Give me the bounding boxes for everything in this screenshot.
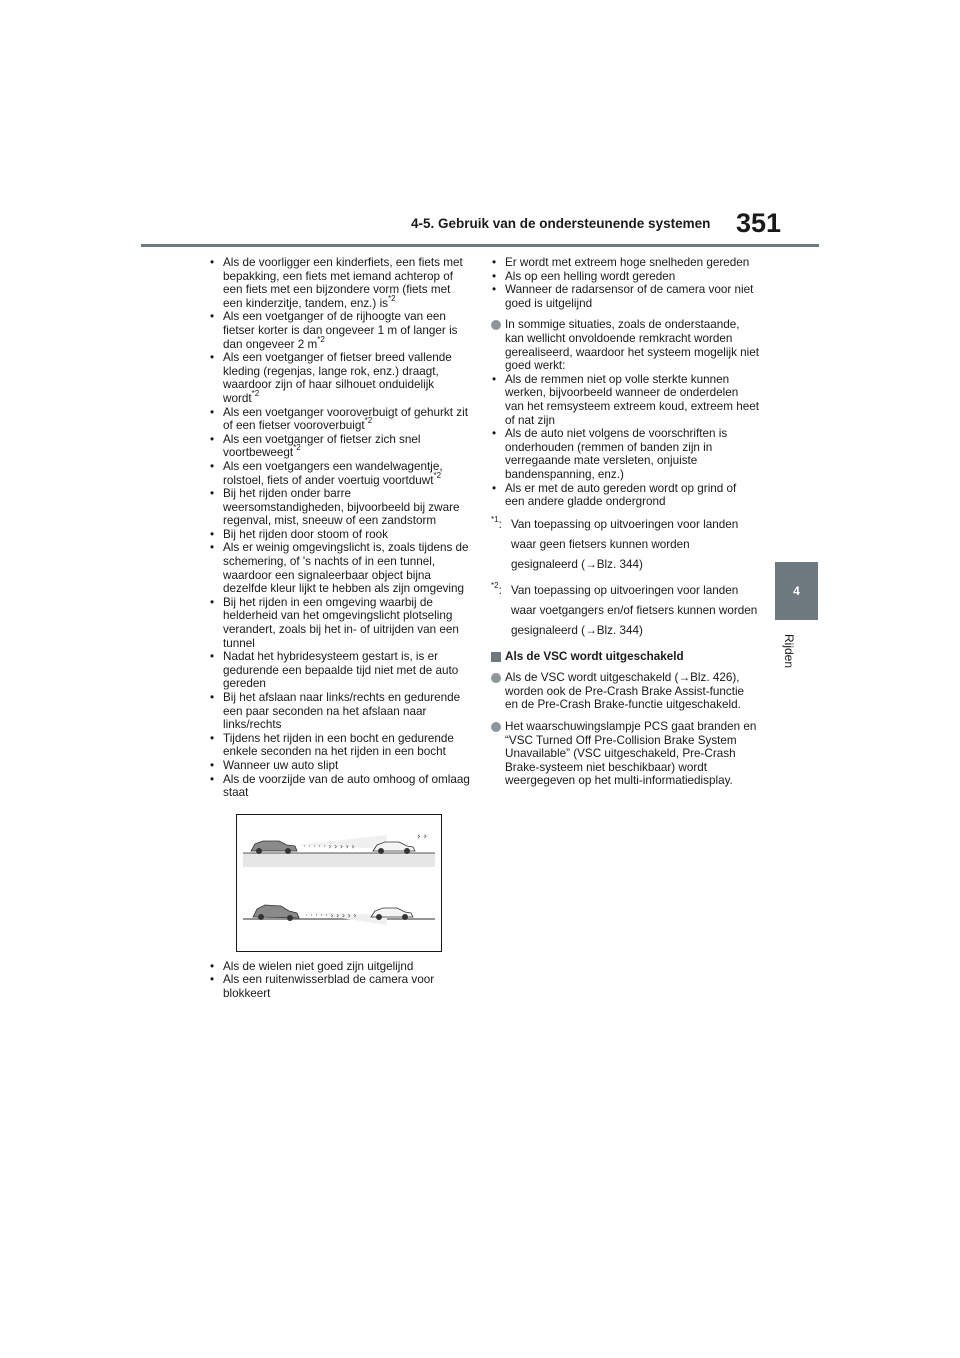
list-item: • Bij het afslaan naar links/rechts en gedurende een paar seconden na het afslaan naar links/rechts xyxy=(209,691,471,732)
svg-text:· · · · · › › › › ›: · · · · · › › › › › xyxy=(305,910,357,920)
footnote: $^{*1}$: Van toepassing op uitvoeringen voor landen waar geen fietsers kunnen worden gesignaleerd (→Blz. 344) xyxy=(491,514,739,571)
brake-conditions-list xyxy=(491,373,759,509)
right-bullet-list xyxy=(491,256,759,310)
list-item: • Als een voetganger of fietser breed vallende kleding (regenjas, lange rok, enz.) draagt, waardoor zijn of haar silhouet onduidelijk wordt$^{*2}$ xyxy=(209,351,471,405)
road-surface xyxy=(243,853,435,867)
note-item: Als de VSC wordt uitgeschakeld (→Blz. 426), worden ook de Pre-Crash Brake Assist-functie en de Pre-Crash Brake-functie uitgeschakeld. xyxy=(491,671,759,712)
section-title: 4-5. Gebruik van de ondersteunende systemen xyxy=(411,216,711,231)
note-item: In sommige situaties, zoals de onderstaande, kan wellicht onvoldoende remkracht worden gerealiseerd, waardoor het systeem mogelijk niet goed werkt: xyxy=(491,318,759,372)
radar-beam-icon xyxy=(297,835,387,851)
list-item: • Als een ruitenwisserblad de camera voor blokkeert xyxy=(209,973,471,1000)
list-item: • Als de voorzijde van de auto omhoog of omlaag staat xyxy=(209,773,471,800)
list-item: • Als een voetgangers een wandelwagentje, rolstoel, fiets of ander voertuig voortduwt$^{*2}$ xyxy=(209,460,471,487)
list-item: • Bij het rijden onder barre weersomstandigheden, bijvoorbeeld bij zware regenval, mist, sneeuw of een zandstorm xyxy=(209,487,471,528)
list-item: • Wanneer uw auto slipt xyxy=(209,759,471,773)
svg-text:· · · · · › › › › ›: · · · · · › › › › › xyxy=(303,841,355,851)
list-item: • Als er met de auto gereden wordt op grind of een andere gladde ondergrond xyxy=(491,482,759,509)
list-item: • Als op een helling wordt gereden xyxy=(491,270,759,284)
chapter-title: Rijden xyxy=(782,634,796,669)
list-item: • Als de auto niet volgens de voorschriften is onderhouden (remmen of banden zijn in verregaande mate versleten, onjuiste bandenspanning, enz.) xyxy=(491,427,759,481)
square-bullet-icon xyxy=(491,652,501,662)
svg-text:› ›: › › xyxy=(417,831,428,842)
header-divider xyxy=(141,244,819,247)
left-bullet-list xyxy=(209,256,471,800)
list-item: • Er wordt met extreem hoge snelheden gereden xyxy=(491,256,759,270)
left-bullet-list-bottom xyxy=(209,960,471,1001)
vehicle-pitch-illustration xyxy=(236,814,442,952)
list-item: • Bij het rijden door stoom of rook xyxy=(209,528,471,542)
list-item: • Als er weinig omgevingslicht is, zoals tijdens de schemering, of 's nachts of in een tunnel, waardoor een signaleerbaar object bijna dezelfde kleur lijkt te hebben als zijn omgeving xyxy=(209,541,471,595)
note-item: Het waarschuwingslampje PCS gaat branden en “VSC Turned Off Pre-Collision Brake System Unavailable” (VSC uitgeschakeld, Pre-Crash Brake-systeem niet beschikbaar) wordt weergegeven op het multi-informatiedisplay. xyxy=(491,720,759,788)
list-item: • Tijdens het rijden in een bocht en gedurende enkele seconden na het rijden in een bocht xyxy=(209,732,471,759)
list-item: • Als een voetganger vooroverbuigt of gehurkt zit of een fietser vooroverbuigt$^{*2}$ xyxy=(209,406,471,433)
chapter-tab: 4 xyxy=(775,562,818,620)
lead-car-icon xyxy=(373,842,415,854)
list-item: • Bij het rijden in een omgeving waarbij de helderheid van het omgevingslicht plotseling verandert, zoals bij het in- of uitrijden van een tunnel xyxy=(209,596,471,650)
list-item: • Als de remmen niet op volle sterkte kunnen werken, bijvoorbeeld wanneer de onderdelen van het remsysteem extreem koud, extreem heet of nat zijn xyxy=(491,373,759,427)
list-item: • Als een voetganger of de rijhoogte van een fietser korter is dan ongeveer 1 m of langer is dan ongeveer 2 $m^{*2}$ xyxy=(209,310,471,351)
list-item: • Als de wielen niet goed zijn uitgelijnd xyxy=(209,960,471,974)
list-item: • Nadat het hybridesysteem gestart is, is er gedurende een bepaalde tijd niet met de auto gereden xyxy=(209,650,471,691)
footnote: $^{*2}$: Van toepassing op uitvoeringen voor landen waar voetgangers en/of fietsers kunnen worden gesignaleerd (→Blz. 344) xyxy=(491,580,758,637)
list-item: • Als een voetganger of fietser zich snel voortbeweegt$^{*2}$ xyxy=(209,433,471,460)
page-number: 351 xyxy=(736,208,782,238)
circle-bullet-icon xyxy=(491,722,501,732)
section-heading: Als de VSC wordt uitgeschakeld xyxy=(491,650,759,664)
own-car-icon xyxy=(251,841,297,854)
lead-car-icon xyxy=(371,908,413,920)
right-column xyxy=(491,256,759,788)
circle-bullet-icon xyxy=(491,673,501,683)
car-radar-figure xyxy=(237,815,441,951)
list-item: • Wanneer de radarsensor of de camera voor niet goed is uitgelijnd xyxy=(491,283,759,310)
list-item: • Als de voorligger een kinderfiets, een fiets met bepakking, een fiets met iemand achterop of een fiets met een bijzondere vorm (fiets met een kinderzitje, tandem, enz.) $is^{*2}$ xyxy=(209,256,471,310)
left-column xyxy=(209,256,471,1001)
circle-bullet-icon xyxy=(491,320,501,330)
